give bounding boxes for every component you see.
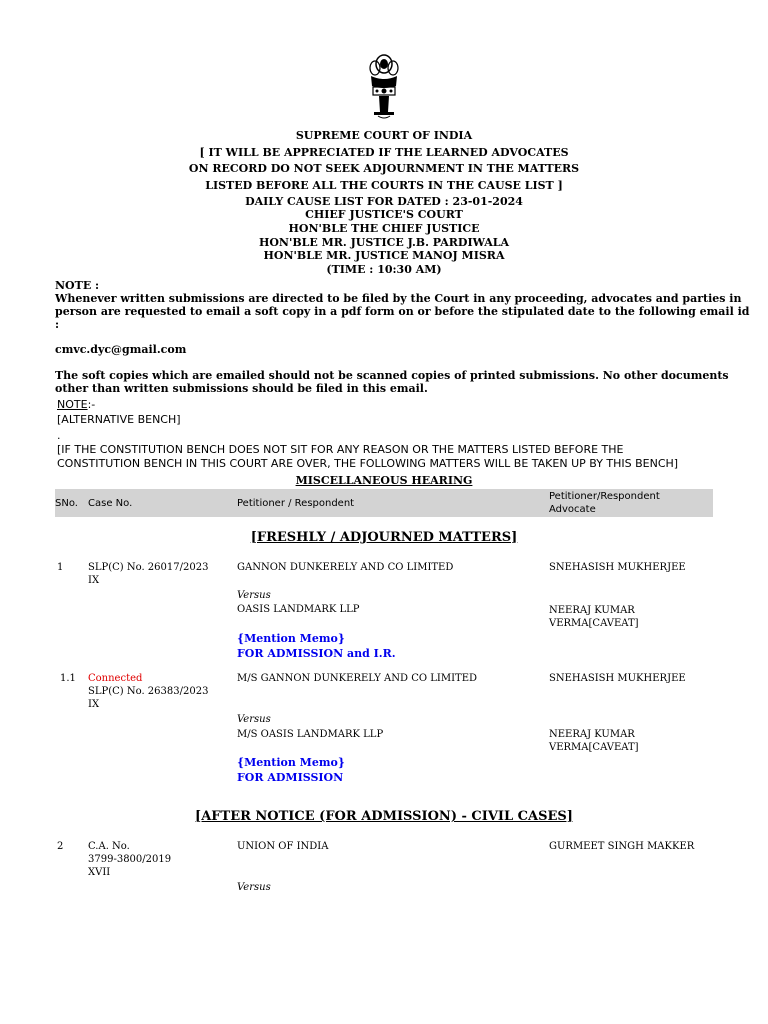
row1-case-line2: IX	[88, 575, 100, 586]
appeal-line-2: ON RECORD DO NOT SEEK ADJOURNMENT IN THE MATTERS	[188, 162, 580, 175]
note2-line-2: CONSTITUTION BENCH IN THIS COURT ARE OVER, THE FOLLOWING MATTERS WILL BE TAKEN UP BY THIS BENCH]	[57, 457, 679, 470]
session-time: (TIME : 10:30 AM)	[326, 263, 442, 276]
row2-sno: 1.1	[60, 673, 76, 684]
note-text-5: other than written submissions should be filed in this email.	[55, 382, 428, 395]
judge-2: HON'BLE MR. JUSTICE J.B. PARDIWALA	[258, 236, 510, 249]
row2-mention-memo: {Mention Memo}	[237, 756, 345, 769]
row1-resp-advocate-2: VERMA[CAVEAT]	[549, 618, 639, 629]
row3-petitioner: UNION OF INDIA	[237, 841, 329, 852]
court-name: SUPREME COURT OF INDIA	[295, 129, 473, 142]
row2-respondent: M/S OASIS LANDMARK LLP	[237, 729, 384, 740]
row2-case-line2: IX	[88, 699, 100, 710]
court-room: CHIEF JUSTICE'S COURT	[305, 208, 463, 221]
row1-sno: 1	[57, 562, 64, 573]
row1-versus: Versus	[237, 590, 271, 601]
appeal-line-3: LISTED BEFORE ALL THE COURTS IN THE CAUSE LIST ]	[205, 179, 563, 192]
note2-line-1: [IF THE CONSTITUTION BENCH DOES NOT SIT FOR ANY REASON OR THE MATTERS LISTED BEFORE THE	[57, 443, 624, 456]
row3-pet-advocate: GURMEET SINGH MAKKER	[549, 841, 695, 852]
col-sno: SNo.	[55, 498, 78, 509]
row2-resp-advocate-1: NEERAJ KUMAR	[549, 729, 635, 740]
note-text-2: person are requested to email a soft copy in a pdf form on or before the stipulated date to the following email id	[55, 305, 750, 318]
note2-label	[57, 398, 95, 411]
row1-pet-advocate: SNEHASISH MUKHERJEE	[549, 562, 686, 573]
note-text-4: The soft copies which are emailed should not be scanned copies of printed submissions. No other documents	[55, 369, 729, 382]
row2-pet-advocate: SNEHASISH MUKHERJEE	[549, 673, 686, 684]
row3-sno: 2	[57, 841, 64, 852]
note2-dot: .	[57, 429, 61, 442]
row1-mention-memo: {Mention Memo}	[237, 632, 345, 645]
col-case-no: Case No.	[88, 498, 133, 509]
row1-respondent: OASIS LANDMARK LLP	[237, 604, 360, 615]
col-parties: Petitioner / Respondent	[237, 498, 355, 509]
appeal-line-1: [ IT WILL BE APPRECIATED IF THE LEARNED ADVOCATES	[199, 146, 569, 159]
row1-purpose: FOR ADMISSION and I.R.	[237, 647, 396, 660]
col-advocate-2: Advocate	[549, 504, 596, 515]
email-address: cmvc.dyc@gmail.com	[55, 343, 187, 356]
judge-1: HON'BLE THE CHIEF JUSTICE	[288, 222, 480, 235]
row2-purpose: FOR ADMISSION	[237, 771, 344, 784]
cause-list-date: DAILY CAUSE LIST FOR DATED : 23-01-2024	[245, 195, 523, 208]
table-header	[55, 489, 713, 517]
row2-petitioner: M/S GANNON DUNKERELY AND CO LIMITED	[237, 673, 478, 684]
national-emblem-icon	[364, 52, 404, 124]
row1-resp-advocate-1: NEERAJ KUMAR	[549, 605, 635, 616]
note-text-1: Whenever written submissions are directed to be filed by the Court in any proceeding, advocates and parties in	[55, 292, 742, 305]
hearing-type: MISCELLANEOUS HEARING	[295, 474, 473, 487]
section-after-notice: [AFTER NOTICE (FOR ADMISSION) - CIVIL CASES]	[195, 809, 573, 824]
row3-case-line1: C.A. No.	[88, 841, 130, 852]
row1-petitioner: GANNON DUNKERELY AND CO LIMITED	[237, 562, 454, 573]
note2-label-text: NOTE	[57, 398, 88, 411]
note-label: NOTE :	[55, 279, 100, 292]
section-freshly-adjourned: [FRESHLY / ADJOURNED MATTERS]	[250, 530, 518, 545]
alternative-bench: [ALTERNATIVE BENCH]	[57, 413, 181, 426]
note2-label-suffix: :-	[87, 398, 96, 411]
row2-case-line1: SLP(C) No. 26383/2023	[88, 686, 209, 697]
row3-versus: Versus	[237, 882, 271, 893]
row2-connected: Connected	[88, 673, 143, 684]
row3-case-line2: 3799-3800/2019	[88, 854, 172, 865]
judge-3: HON'BLE MR. JUSTICE MANOJ MISRA	[263, 249, 505, 262]
row1-case-line1: SLP(C) No. 26017/2023	[88, 562, 209, 573]
row2-versus: Versus	[237, 714, 271, 725]
row2-resp-advocate-2: VERMA[CAVEAT]	[549, 742, 639, 753]
row3-case-line3: XVII	[88, 867, 111, 878]
col-advocate-1: Petitioner/Respondent	[549, 491, 660, 502]
note-text-3: :	[55, 318, 60, 331]
